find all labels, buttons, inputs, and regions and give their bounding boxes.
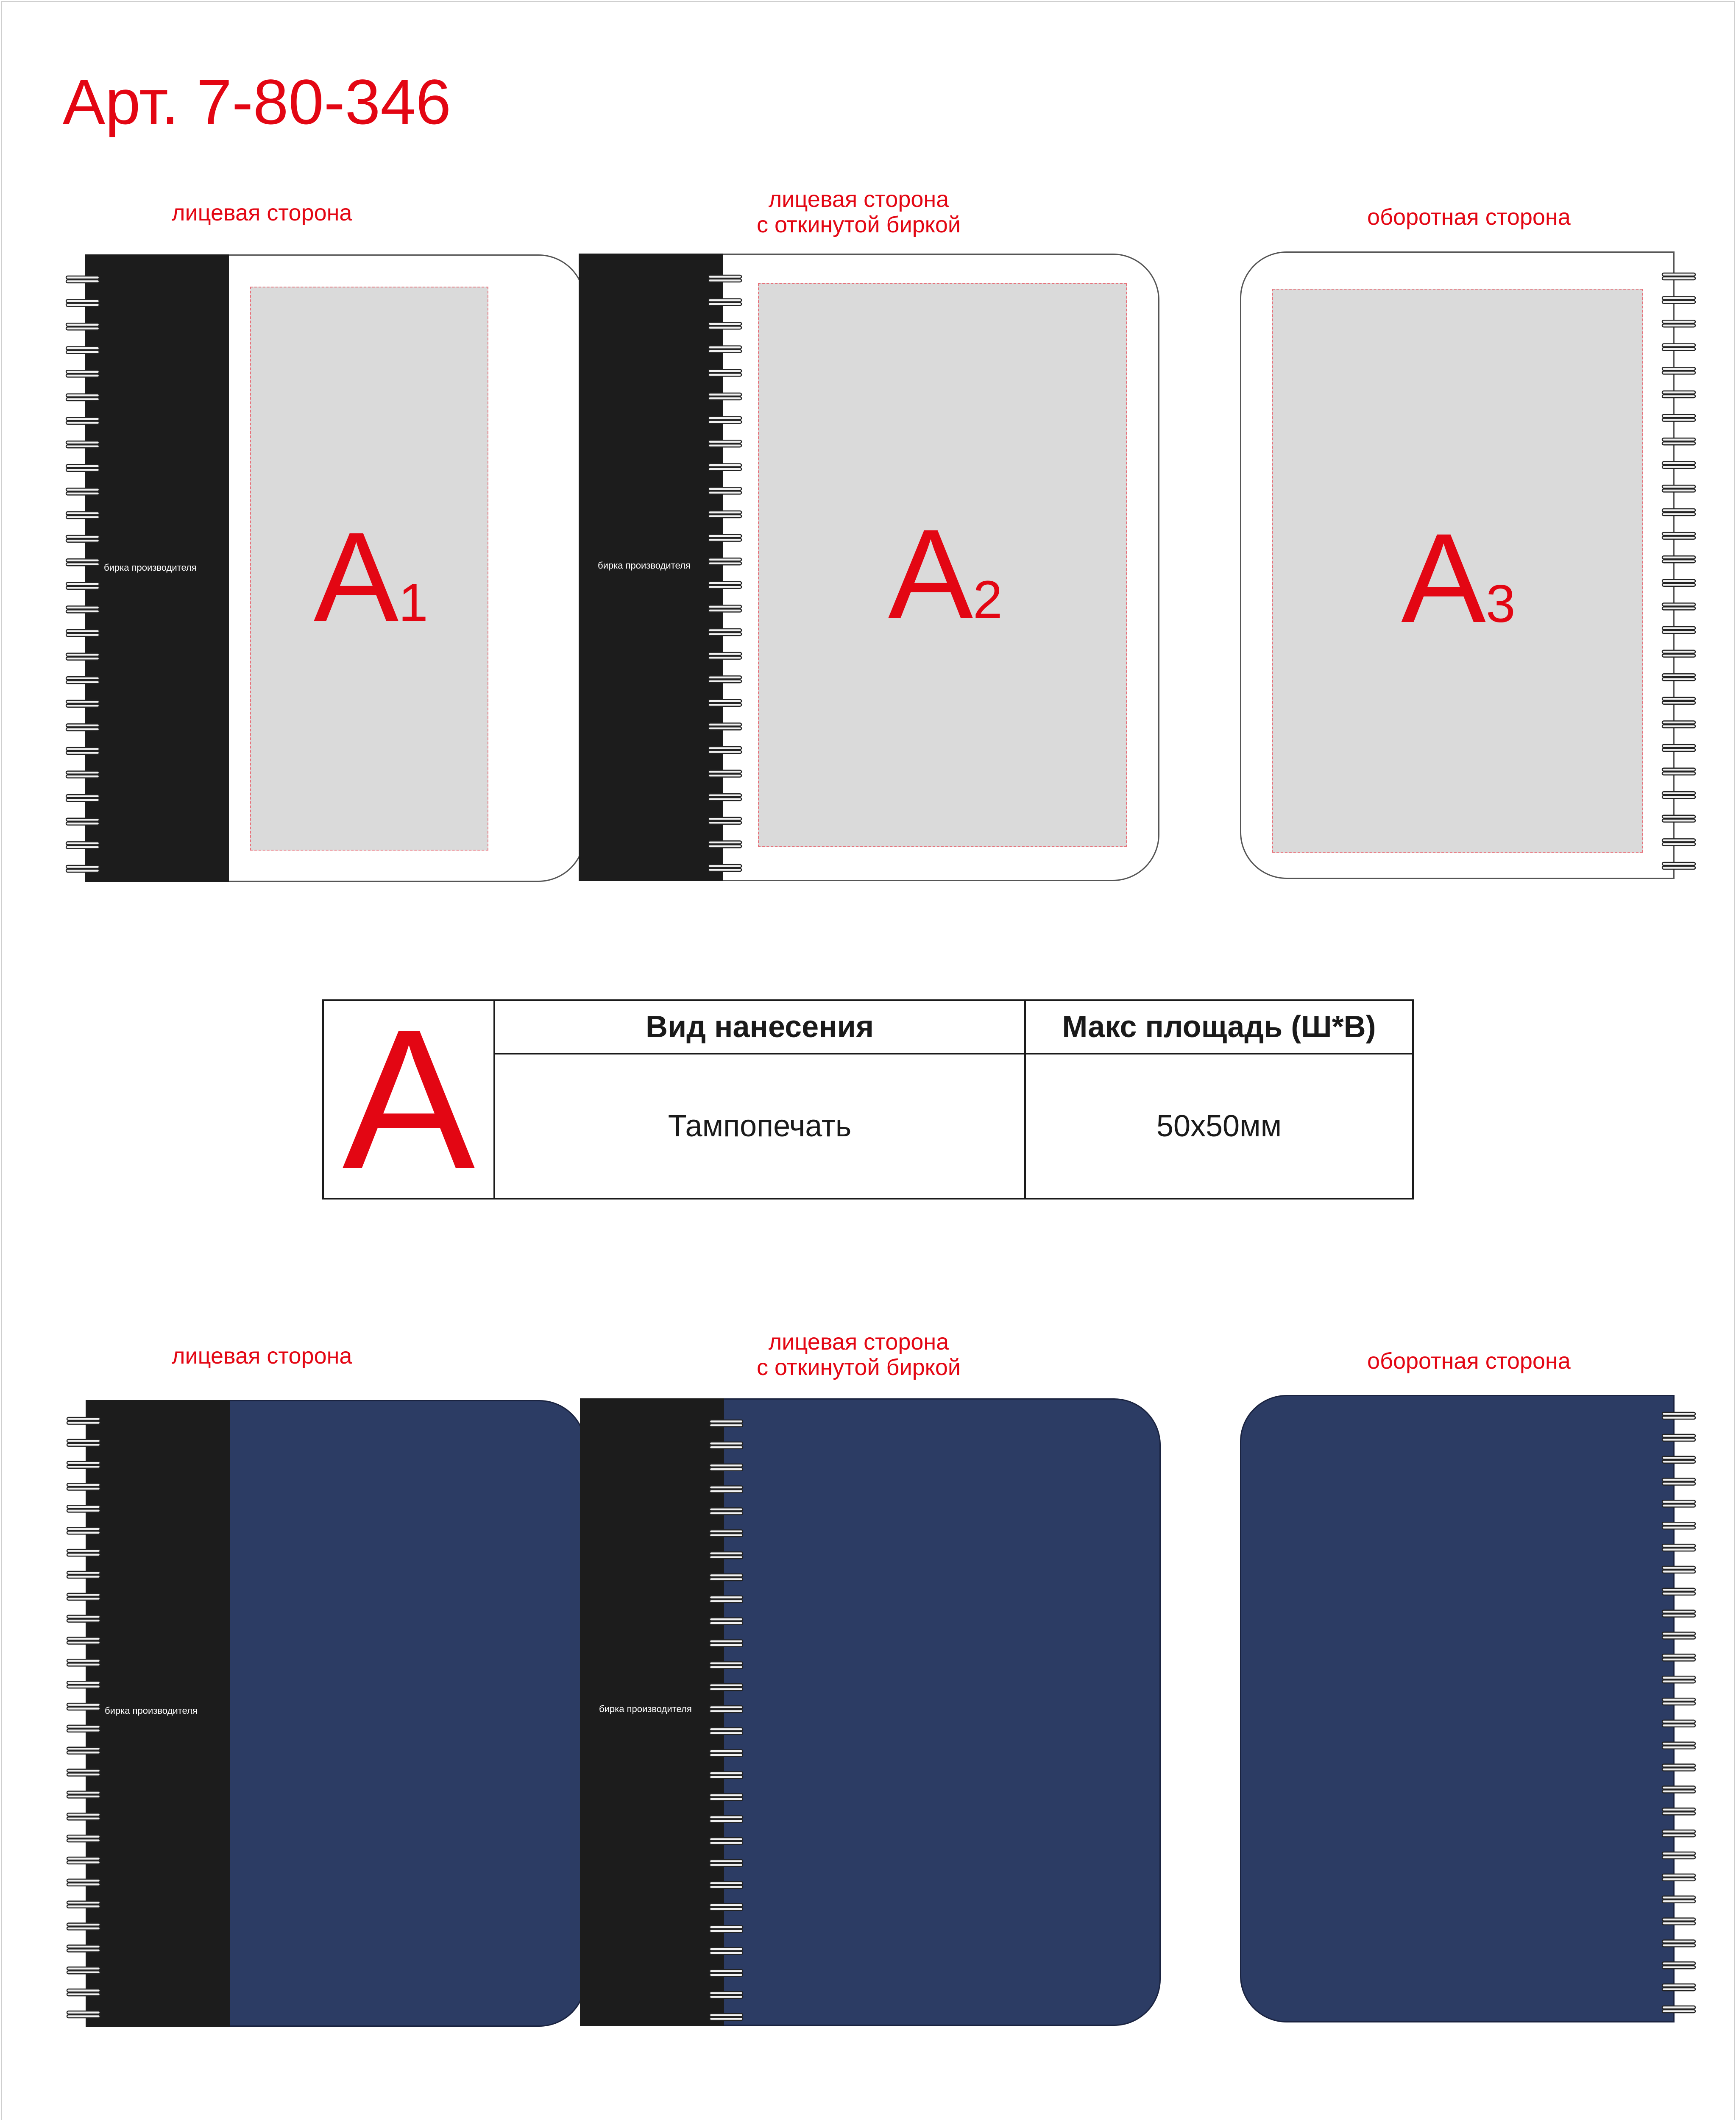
caption-back-2: оборотная сторона (1367, 1348, 1571, 1374)
caption-front-2: лицевая сторона (172, 1343, 352, 1369)
manufacturer-tag-label: бирка производителя (104, 562, 197, 573)
print-zone-label-a3: A3 (1401, 507, 1516, 649)
notebook-front-white (64, 254, 521, 882)
manufacturer-tag-label: бирка производителя (599, 1704, 692, 1714)
notebook-cover (707, 1398, 1161, 2026)
article-title: Арт. 7-80-346 (63, 66, 451, 137)
print-zone-label-a2: A2 (888, 502, 1003, 645)
caption-back-1: оборотная сторона (1367, 204, 1571, 230)
application-spec-table (322, 988, 1414, 1211)
value-max-area: 50х50мм (1156, 1109, 1282, 1143)
zone-letter: A (342, 988, 475, 1211)
manufacturer-tag-label: бирка производителя (105, 1705, 198, 1716)
notebook-front-open-white (579, 254, 1159, 881)
manufacturer-tag-label: бирка производителя (598, 560, 691, 571)
notebook-back-white (1240, 251, 1681, 879)
caption-front-open-1: лицевая сторона с откинутой биркой (757, 187, 961, 238)
header-max-area: Макс площадь (Ш*В) (1062, 1010, 1376, 1044)
notebook-front-open-navy (580, 1398, 1161, 2026)
header-application-type: Вид нанесения (646, 1010, 874, 1044)
caption-front-1: лицевая сторона (172, 200, 352, 226)
notebook-back-navy (1240, 1395, 1681, 2022)
print-zone-label-a1: A1 (314, 505, 428, 648)
notebook-cover (1240, 1395, 1675, 2022)
caption-front-open-2: лицевая сторона с откинутой биркой (757, 1329, 961, 1381)
notebook-cover (204, 1400, 586, 2027)
value-application-type: Тампопечать (668, 1109, 852, 1143)
notebook-front-navy (64, 1400, 522, 2027)
